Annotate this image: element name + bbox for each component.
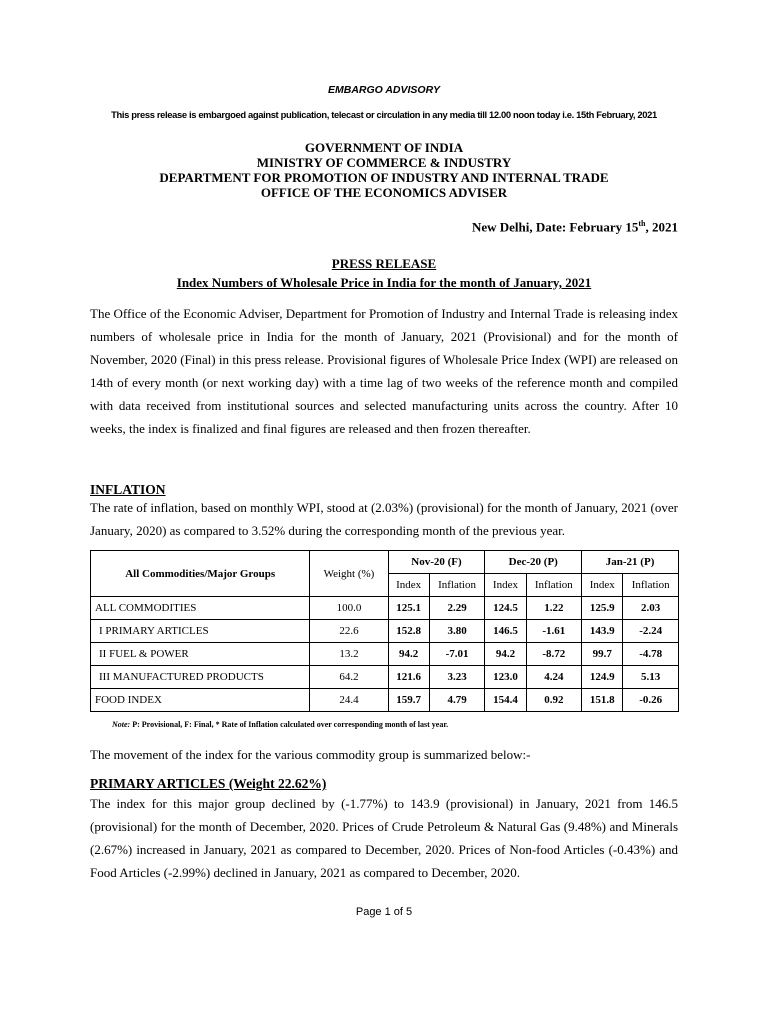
- sub-header-index: Index: [582, 574, 623, 597]
- col-header-period-2: Dec-20 (P): [485, 551, 582, 574]
- row-index-value: 125.1: [388, 597, 429, 620]
- header-ministry: MINISTRY OF COMMERCE & INDUSTRY: [256, 155, 512, 170]
- row-index-value: 159.7: [388, 689, 429, 712]
- page-footer: Page 1 of 5: [355, 906, 413, 918]
- date-sup: th: [638, 219, 646, 228]
- col-header-period-3: Jan-21 (P): [582, 551, 679, 574]
- table-row: [91, 666, 679, 689]
- date-prefix: New Delhi, Date: February 15: [471, 219, 639, 235]
- row-index-value: 123.0: [485, 666, 526, 689]
- row-inflation-value: 2.29: [429, 597, 485, 620]
- col-header-period-1: Nov-20 (F): [388, 551, 485, 574]
- primary-articles-heading: PRIMARY ARTICLES (Weight 22.62%): [90, 776, 327, 791]
- row-index-value: 146.5: [485, 620, 526, 643]
- date-suffix: , 2021: [645, 219, 678, 235]
- release-date: [472, 219, 678, 235]
- row-name: III MANUFACTURED PRODUCTS: [91, 666, 310, 689]
- row-weight: 13.2: [310, 643, 388, 666]
- table-row: [91, 620, 679, 643]
- row-weight: 22.6: [310, 620, 388, 643]
- header-department: DEPARTMENT FOR PROMOTION OF INDUSTRY AND INTERNAL TRADE: [159, 170, 609, 185]
- row-name: FOOD INDEX: [91, 689, 310, 712]
- row-inflation-value: 2.03: [623, 597, 679, 620]
- inflation-paragraph: The rate of inflation, based on monthly WPI, stood at (2.03%) (provisional) for the month of January, 2021 (over January, 2020) as compared to 3.52% during the corresponding month of the previous year.: [90, 500, 678, 538]
- row-index-value: 152.8: [388, 620, 429, 643]
- row-index-value: 99.7: [582, 643, 623, 666]
- sub-header-inflation: Inflation: [429, 574, 485, 597]
- sub-header-index: Index: [388, 574, 429, 597]
- row-inflation-value: -4.78: [623, 643, 679, 666]
- row-inflation-value: -7.01: [429, 643, 485, 666]
- row-index-value: 94.2: [485, 643, 526, 666]
- press-release-title: PRESS RELEASE: [331, 256, 437, 271]
- row-inflation-value: 1.22: [526, 597, 582, 620]
- wpi-table-body: [91, 597, 679, 712]
- row-index-value: 143.9: [582, 620, 623, 643]
- row-weight: 64.2: [310, 666, 388, 689]
- intro-paragraph: The Office of the Economic Adviser, Department for Promotion of Industry and Internal Trade is releasing index numbers of wholesale price in India for the month of January, 2021 (Provisional) and for the month of November, 2020 (Final) in this press release. Provisional figures of Wholesale Price Index (WPI) are released on 14th of every month (or next working day) with a time lag of two weeks of the reference month and compiled with data received from institutional sources and selected manufacturing units across the country. After 10 weeks, the index is finalized and final figures are released and then frozen thereafter.: [90, 306, 678, 436]
- wpi-table: [90, 550, 679, 712]
- embargo-title: EMBARGO ADVISORY: [327, 84, 440, 96]
- table-note-label: Note:: [112, 720, 131, 729]
- row-index-value: 154.4: [485, 689, 526, 712]
- row-weight: 100.0: [310, 597, 388, 620]
- letterhead: [0, 140, 768, 200]
- sub-header-index: Index: [485, 574, 526, 597]
- press-release-subtitle: Index Numbers of Wholesale Price in India for the month of January, 2021: [176, 275, 592, 290]
- row-name: I PRIMARY ARTICLES: [91, 620, 310, 643]
- table-note: [112, 720, 448, 729]
- row-inflation-value: 5.13: [623, 666, 679, 689]
- primary-articles-paragraph: The index for this major group declined by (-1.77%) to 143.9 (provisional) in January, 2021 from 146.5 (provisional) for the month of December, 2020. Prices of Crude Petroleum & Natural Gas (9.48%) and Minerals (2.67%) increased in January, 2021 as compared to December, 2020. Prices of Non-food Articles (-0.43%) and Food Articles (-2.99%) declined in January, 2021 as compared to December, 2020.: [90, 796, 678, 880]
- header-government: GOVERNMENT OF INDIA: [304, 140, 464, 155]
- table-row: [91, 643, 679, 666]
- row-inflation-value: -1.61: [526, 620, 582, 643]
- header-office: OFFICE OF THE ECONOMICS ADVISER: [260, 185, 508, 200]
- col-header-groups: All Commodities/Major Groups: [91, 551, 310, 597]
- table-row: [91, 689, 679, 712]
- row-index-value: 94.2: [388, 643, 429, 666]
- row-inflation-value: 4.24: [526, 666, 582, 689]
- row-inflation-value: -2.24: [623, 620, 679, 643]
- sub-header-inflation: Inflation: [623, 574, 679, 597]
- row-inflation-value: -8.72: [526, 643, 582, 666]
- row-inflation-value: -0.26: [623, 689, 679, 712]
- movement-paragraph: The movement of the index for the various commodity group is summarized below:-: [90, 747, 531, 762]
- inflation-heading: INFLATION: [90, 482, 166, 497]
- col-header-weight: Weight (%): [310, 551, 388, 597]
- row-weight: 24.4: [310, 689, 388, 712]
- row-inflation-value: 0.92: [526, 689, 582, 712]
- row-index-value: 124.5: [485, 597, 526, 620]
- table-row: [91, 597, 679, 620]
- row-inflation-value: 4.79: [429, 689, 485, 712]
- sub-header-inflation: Inflation: [526, 574, 582, 597]
- row-inflation-value: 3.80: [429, 620, 485, 643]
- row-index-value: 125.9: [582, 597, 623, 620]
- table-note-text: P: Provisional, F: Final, * Rate of Inflation calculated over corresponding month of last year.: [130, 720, 449, 729]
- row-index-value: 121.6: [388, 666, 429, 689]
- embargo-note: This press release is embargoed against publication, telecast or circulation in any media till 12.00 noon today i.e. 15th February, 2021: [111, 109, 657, 120]
- row-index-value: 151.8: [582, 689, 623, 712]
- row-name: ALL COMMODITIES: [91, 597, 310, 620]
- row-index-value: 124.9: [582, 666, 623, 689]
- row-inflation-value: 3.23: [429, 666, 485, 689]
- row-name: II FUEL & POWER: [91, 643, 310, 666]
